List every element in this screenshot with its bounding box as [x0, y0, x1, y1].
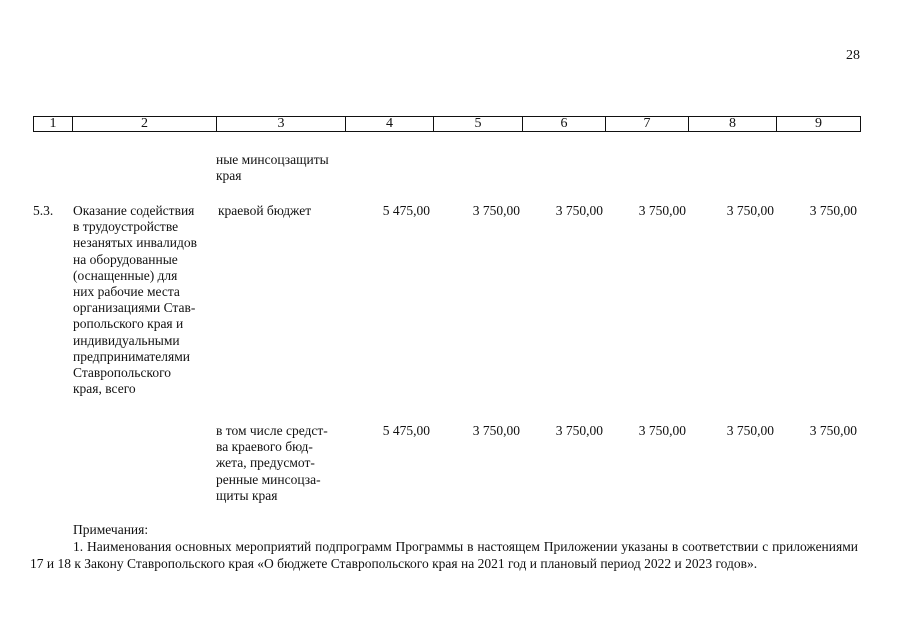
description-line: предпринимателями	[73, 348, 191, 364]
notes-section	[30, 521, 858, 572]
value-col-5: 3 750,00	[472, 203, 520, 218]
value-col-8: 3 750,00	[726, 423, 774, 438]
column-header-9: 9	[776, 116, 861, 132]
funding-source: краевой бюджет	[218, 203, 312, 218]
value-col-7: 3 750,00	[638, 423, 686, 438]
page-number: 28	[846, 48, 860, 63]
description-line: индивидуальными	[73, 332, 180, 348]
continuation-line: ные минсоцзащиты	[216, 152, 329, 167]
column-header-6: 6	[522, 116, 606, 132]
funding-source-detail	[216, 423, 344, 504]
column-header-4: 4	[345, 116, 434, 132]
notes-title: Примечания:	[73, 522, 149, 537]
value-col-4: 5 475,00	[382, 203, 430, 218]
value-col-6: 3 750,00	[555, 423, 603, 438]
column-header-2: 2	[72, 116, 217, 132]
row-number: 5.3.	[33, 203, 54, 218]
description-line: в трудоустройстве	[73, 219, 179, 235]
note-item-1: 1. Наименования основных мероприятий подпрограмм Программы в настоящем Приложении указаны в соответствии с приложениями 17 и 18 к Закону Ставропольского края «О бюджете Ставропольского края на 2021 год и плановый период 2022 и 2023 годов».	[30, 539, 858, 571]
source-line: щиты края	[216, 487, 278, 503]
source-line: жета, предусмот-	[216, 455, 315, 471]
value-col-5: 3 750,00	[472, 423, 520, 438]
description-line: Оказание содействия	[73, 203, 195, 218]
value-col-8: 3 750,00	[726, 203, 774, 218]
description-line: ропольского края и	[73, 316, 184, 332]
description-line: края, всего	[73, 381, 136, 397]
source-line: в том числе средст-	[216, 423, 328, 438]
value-col-6: 3 750,00	[555, 203, 603, 218]
description-line: незанятых инвалидов	[73, 235, 197, 251]
source-line: ренные минсоцза-	[216, 471, 321, 487]
column-header-7: 7	[605, 116, 689, 132]
description-line: (оснащенные) для	[73, 267, 178, 283]
description-line: организациями Став-	[73, 300, 196, 316]
description-line: на оборудованные	[73, 251, 178, 267]
value-col-4: 5 475,00	[382, 423, 430, 438]
column-header-1: 1	[33, 116, 73, 132]
description-line: них рабочие места	[73, 284, 180, 300]
description-line: Ставропольского	[73, 365, 172, 381]
column-header-5: 5	[433, 116, 523, 132]
value-col-9: 3 750,00	[809, 203, 857, 218]
value-col-9: 3 750,00	[809, 423, 857, 438]
continuation-line: края	[216, 168, 242, 184]
column-header-8: 8	[688, 116, 777, 132]
continuation-text	[216, 152, 344, 184]
activity-description	[73, 203, 213, 397]
source-line: ва краевого бюд-	[216, 439, 313, 455]
column-header-3: 3	[216, 116, 346, 132]
value-col-7: 3 750,00	[638, 203, 686, 218]
